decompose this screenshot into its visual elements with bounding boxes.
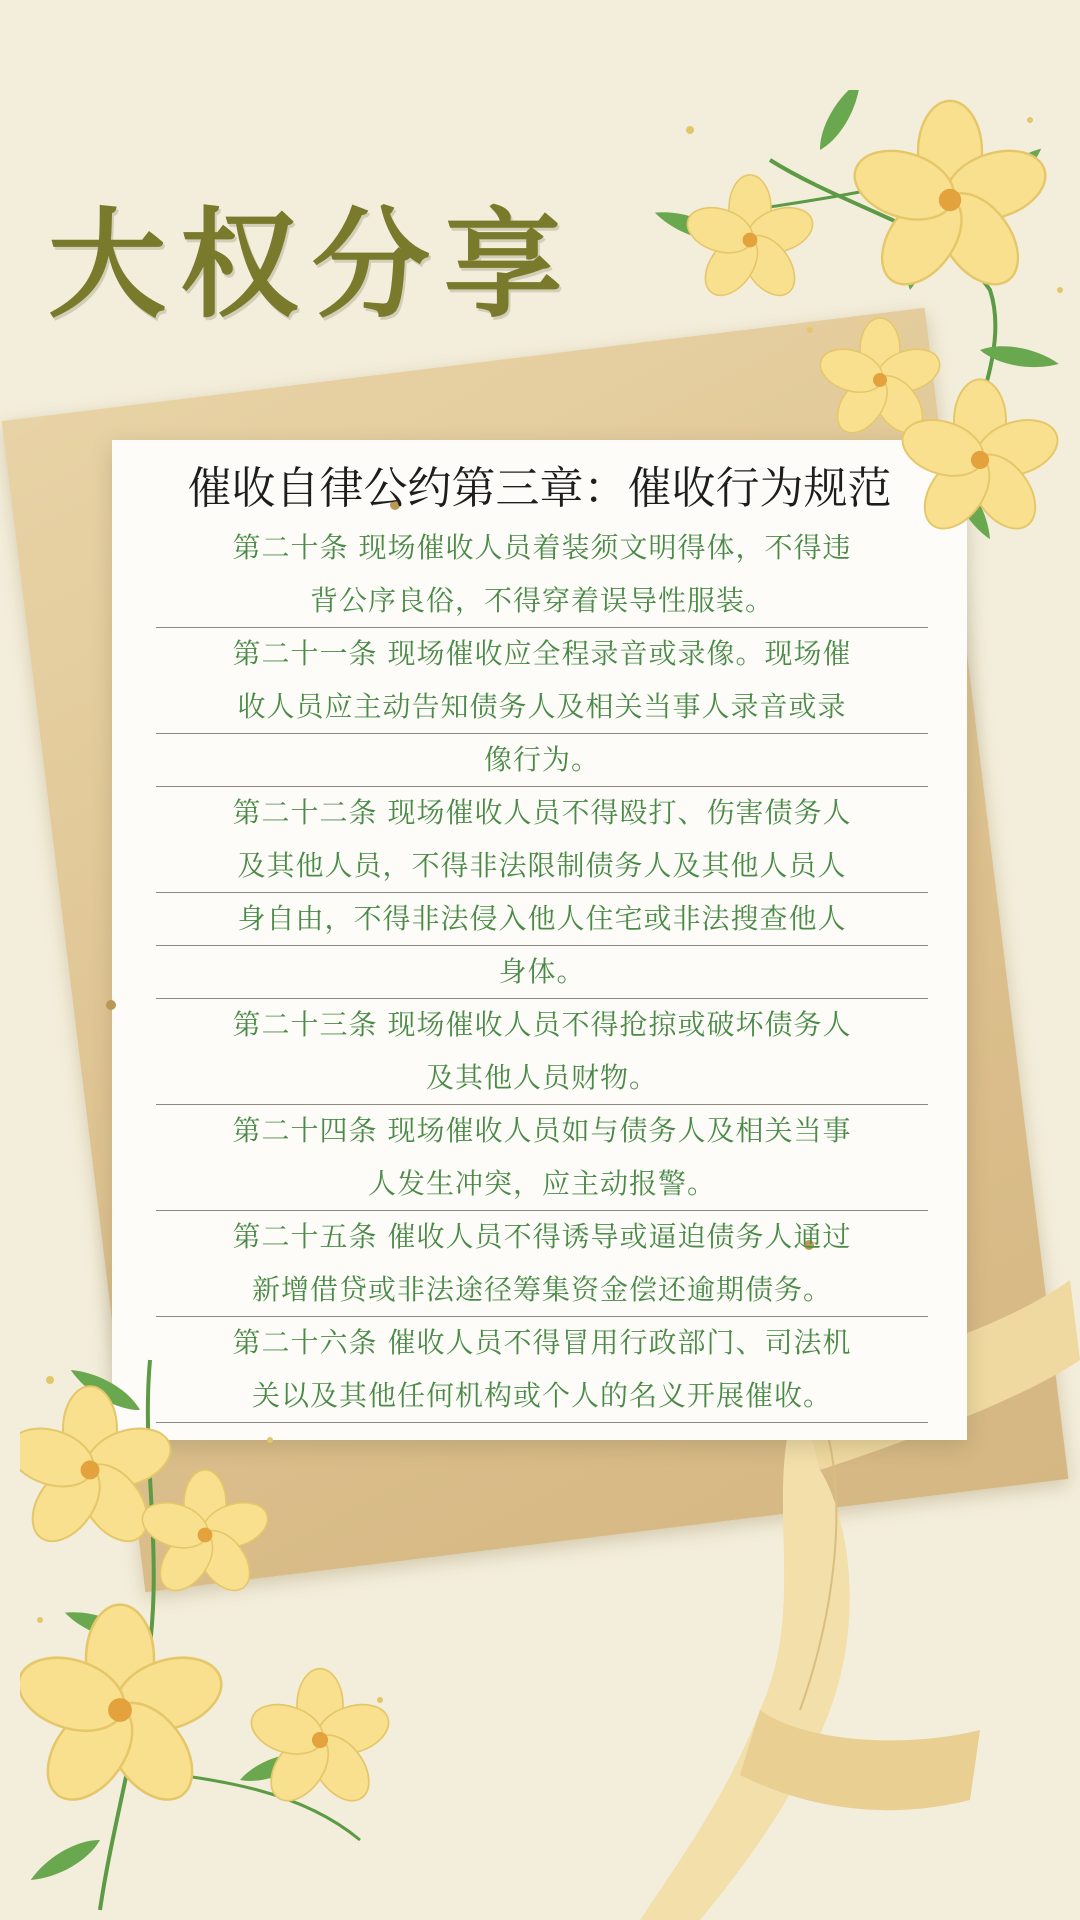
yellow-flower-icon bbox=[682, 175, 819, 305]
brand-title: 大权分享 bbox=[48, 195, 577, 334]
article-line: 第二十二条 现场催收人员不得殴打、伤害债务人 bbox=[232, 796, 852, 829]
article-item bbox=[142, 787, 942, 999]
yellow-flower-icon bbox=[245, 1669, 395, 1812]
article-line: 像行为。 bbox=[156, 734, 928, 787]
leaf-icon bbox=[26, 1832, 104, 1888]
article-item bbox=[142, 999, 942, 1105]
flower-branch-bottom-left bbox=[20, 1320, 440, 1920]
article-line: 关以及其他任何机构或个人的名义开展催收。 bbox=[156, 1370, 928, 1423]
article-line: 收人员应主动告知债务人及相关当事人录音或录 bbox=[156, 681, 928, 734]
leaf-icon bbox=[812, 90, 868, 155]
article-line: 第二十四条 现场催收人员如与债务人及相关当事 bbox=[232, 1114, 852, 1147]
article-item bbox=[142, 1211, 942, 1317]
article-line: 及其他人员，不得非法限制债务人及其他人员人 bbox=[156, 840, 928, 893]
article-line: 第二十五条 催收人员不得诱导或逼迫债务人通过 bbox=[232, 1220, 852, 1253]
flower-branch-top-right bbox=[650, 90, 1080, 610]
article-line: 第二十一条 现场催收应全程录音或录像。现场催 bbox=[232, 637, 852, 670]
article-list bbox=[142, 522, 942, 1423]
article-line: 第二十三条 现场催收人员不得抢掠或破坏债务人 bbox=[232, 1008, 852, 1041]
article-line: 人发生冲突，应主动报警。 bbox=[156, 1158, 928, 1211]
article-item bbox=[142, 1105, 942, 1211]
article-line: 背公序良俗，不得穿着误导性服装。 bbox=[156, 575, 928, 628]
article-line: 身体。 bbox=[156, 946, 928, 999]
pin-dot bbox=[106, 1000, 116, 1010]
article-line: 身自由，不得非法侵入他人住宅或非法搜查他人 bbox=[156, 893, 928, 946]
article-line: 第二十六条 催收人员不得冒用行政部门、司法机 bbox=[232, 1326, 852, 1359]
yellow-flower-icon bbox=[846, 101, 1054, 299]
article-line: 及其他人员财物。 bbox=[156, 1052, 928, 1105]
yellow-flower-icon bbox=[137, 1470, 274, 1600]
document-heading: 催收自律公约第三章：催收行为规范 bbox=[187, 463, 892, 514]
article-item bbox=[142, 628, 942, 787]
article-line: 新增借贷或非法途径筹集资金偿还逾期债务。 bbox=[156, 1264, 928, 1317]
article-line: 第二十条 现场催收人员着装须文明得体，不得违 bbox=[232, 531, 852, 564]
